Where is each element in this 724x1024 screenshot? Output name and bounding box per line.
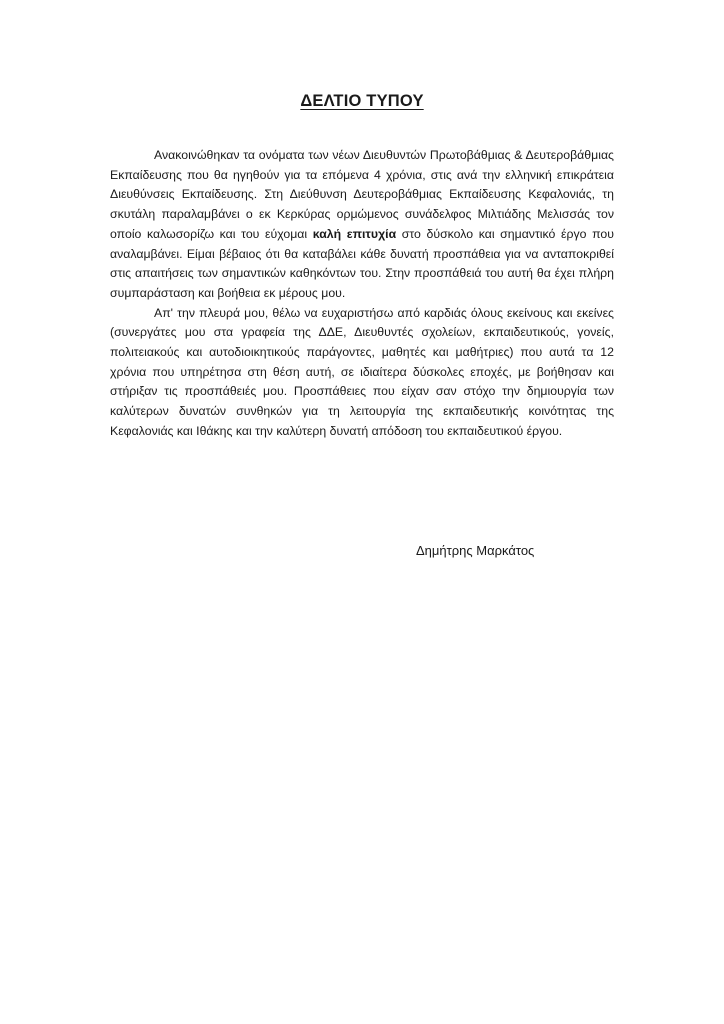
press-release-body — [110, 146, 614, 442]
paragraph-1 — [110, 146, 614, 304]
signature-name: Δημήτρης Μαρκάτος — [416, 543, 535, 558]
paragraph-2: Απ' την πλευρά μου, θέλω να ευχαριστήσω από καρδιάς όλους εκείνους και εκείνες (συνεργάτες μου στα γραφεία της ΔΔΕ, Διευθυντές σχολείων, εκπαιδευτικούς, γονείς, πολιτειακούς και αυτοδιοικητικούς παράγοντες, μαθητές και μαθήτριες) που αυτά τα 12 χρόνια που υπηρέτησα στη θέση αυτή, σε ιδιαίτερα δύσκολες εποχές, με βοήθησαν και στήριξαν τις προσπάθειές μου. Προσπάθειες που είχαν σαν στόχο την δημιουργία των καλύτερων δυνατών συνθηκών για τη λειτουργία της εκπαιδευτικής κοινότητας της Κεφαλονιάς και Ιθάκης και την καλύτερη δυνατή απόδοση του εκπαιδευτικού έργου. — [110, 305, 614, 438]
paragraph-1-text-start: Ανακοινώθηκαν τα ονόματα των νέων Διευθυντών Πρωτοβάθμιας & Δευτεροβάθμιας Εκπαίδευσης που θα ηγηθούν για τα επόμενα 4 χρόνια, στις ανά την ελληνική επικράτεια Διευθύνσεις Εκπαίδευσης. Στη Διεύθυνση Δευτεροβάθμιας Εκπαίδευσης Κεφαλονιάς, τη σκυτάλη παραλαμβάνει ο εκ Κερκύρας ορμώμενος συνάδελφος Μιλτιάδης Μελισσάς τον οποίο καλωσορίζω και του εύχομαι — [110, 148, 614, 241]
paragraph-1-bold-phrase: καλή επιτυχία — [312, 226, 397, 241]
paragraph-1-text-end: στο δύσκολο και σημαντικό έργο που αναλαμβάνει. Είμαι βέβαιος ότι θα καταβάλει κάθε δυνατή προσπάθεια για να ανταποκριθεί στις απαιτήσεις των σημαντικών καθηκόντων του. Στην προσπάθειά του αυτή θα έχει πλήρη συμπαράσταση και βοήθεια εκ μέρους μου. — [110, 226, 614, 300]
page-title: ΔΕΛΤΙΟ ΤΥΠΟΥ — [300, 92, 424, 110]
